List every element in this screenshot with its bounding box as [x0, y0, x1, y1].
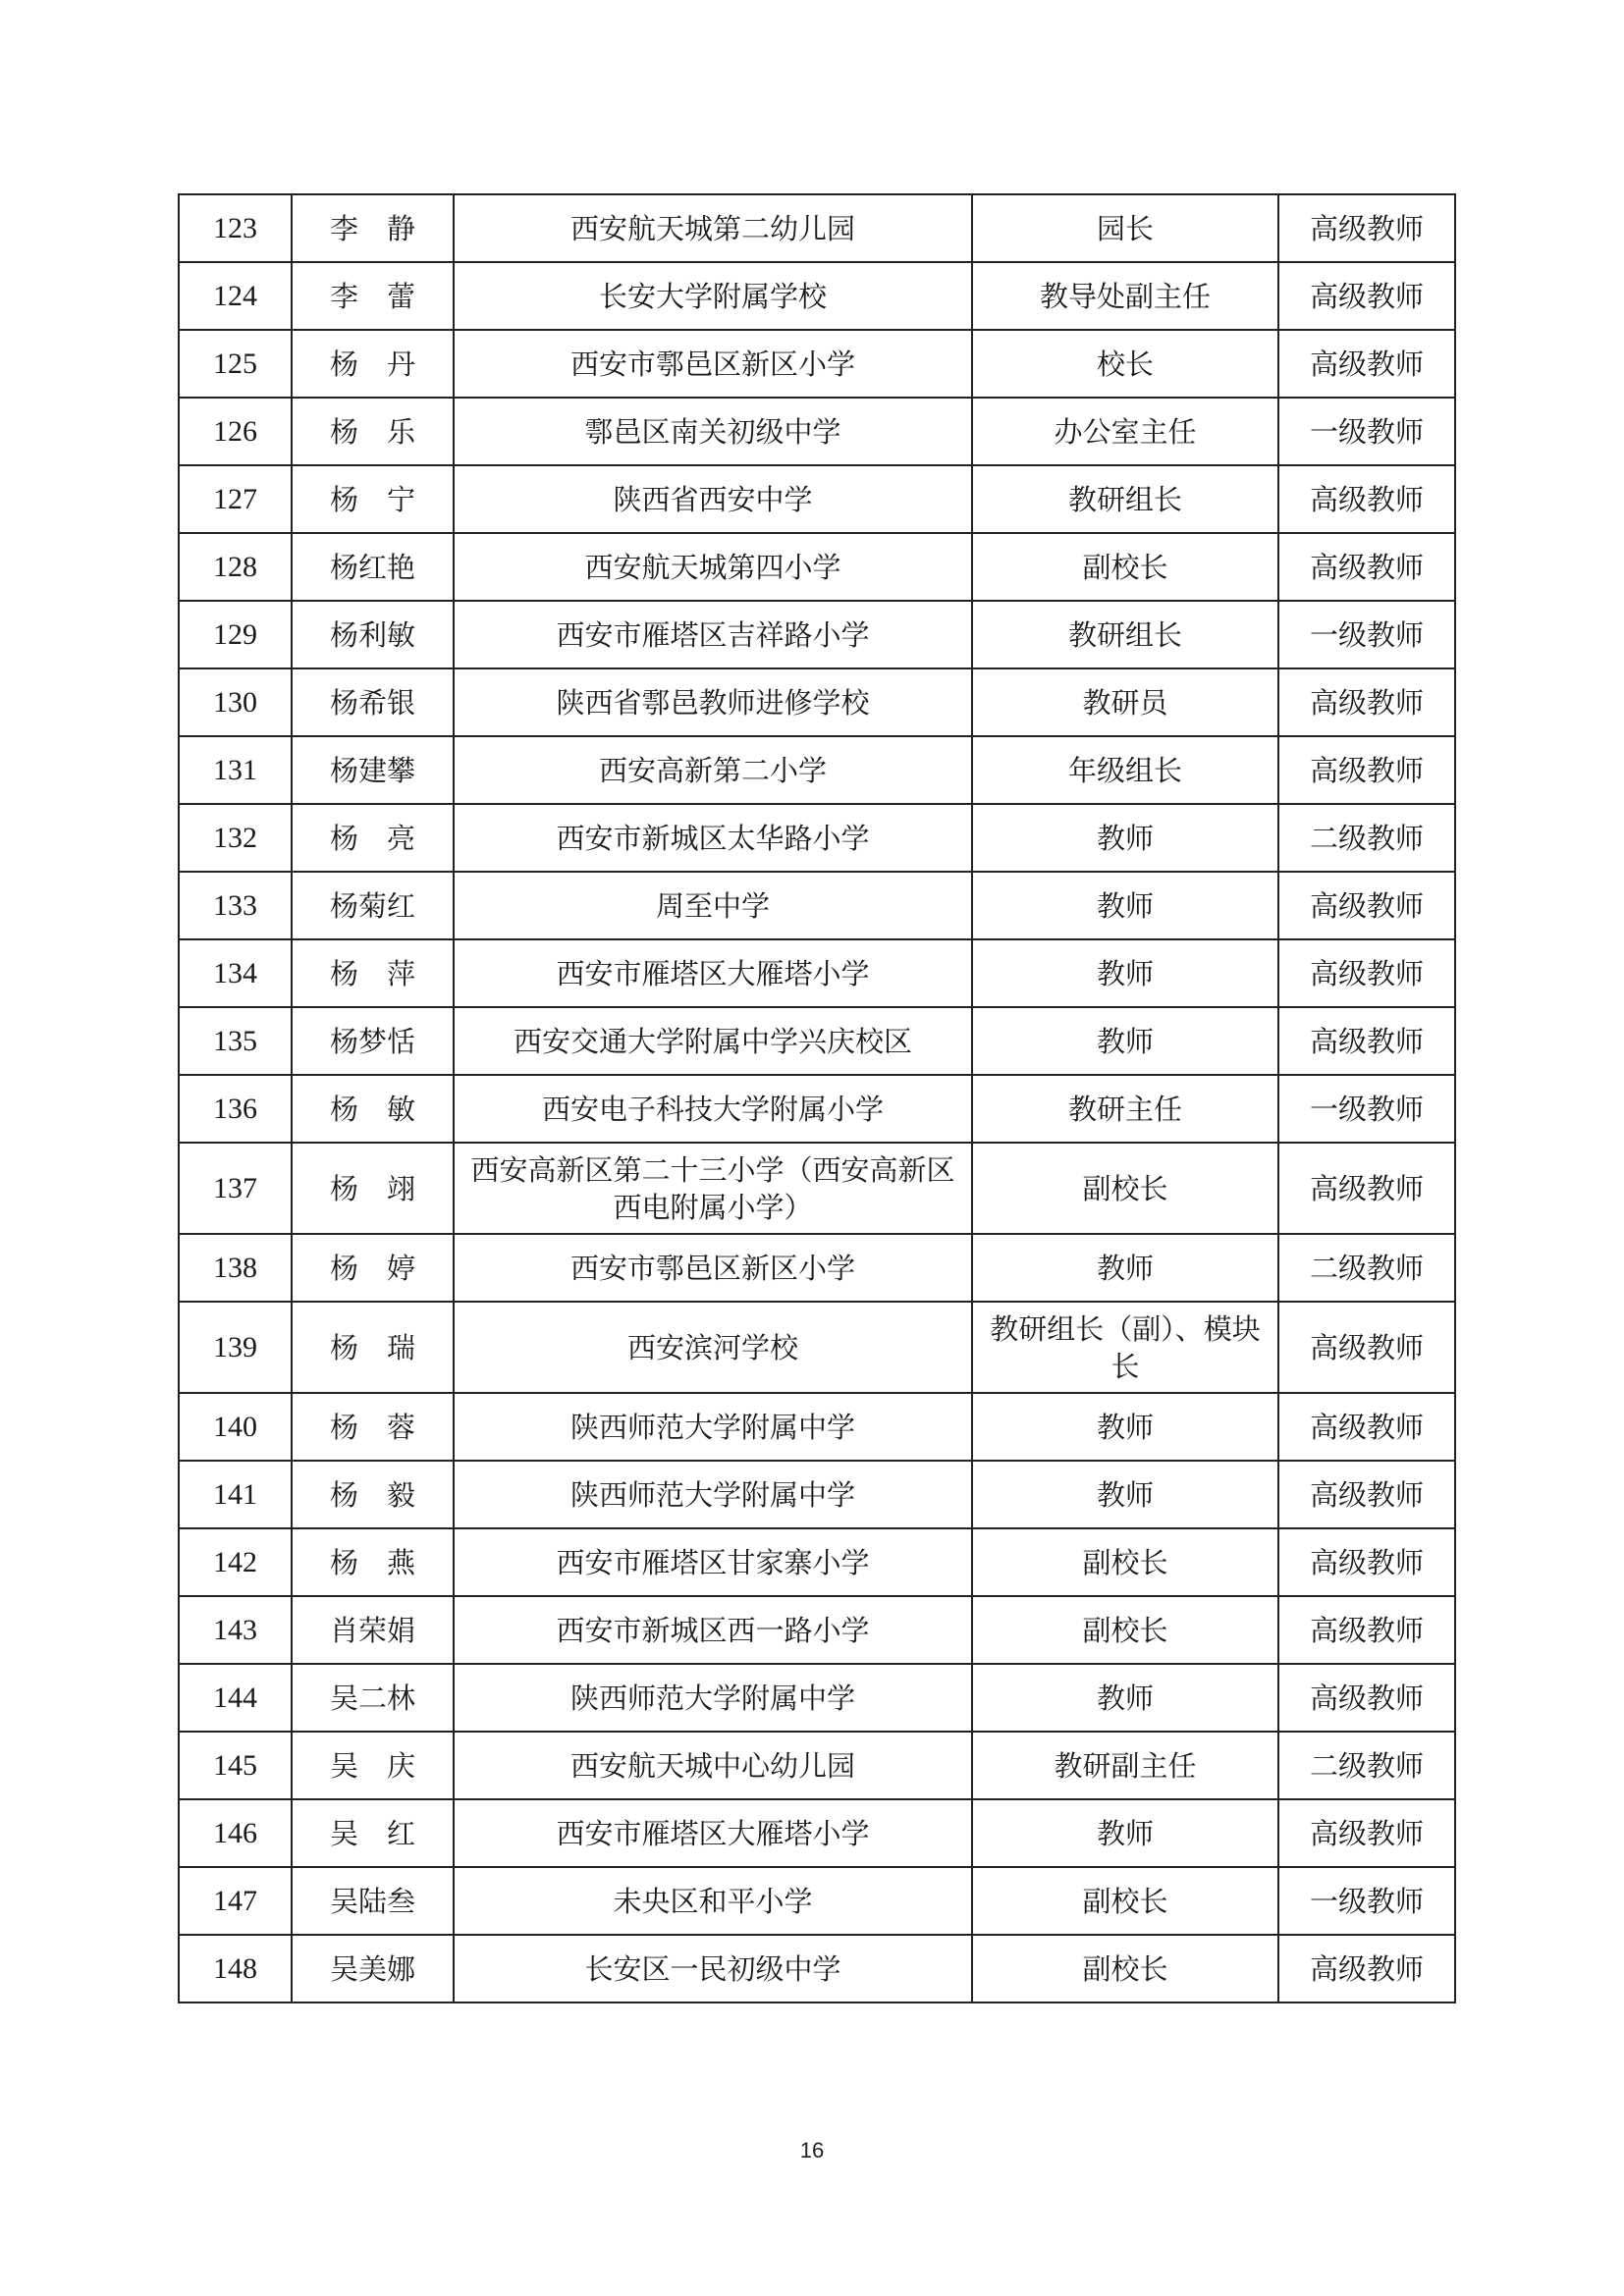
cell-number: 145: [179, 1732, 292, 1799]
cell-school: 西安市雁塔区大雁塔小学: [454, 1799, 972, 1867]
cell-number: 144: [179, 1664, 292, 1732]
cell-school: 陕西省鄠邑教师进修学校: [454, 668, 972, 736]
cell-school: 未央区和平小学: [454, 1867, 972, 1935]
cell-name: 肖荣娟: [292, 1596, 454, 1664]
cell-title: 一级教师: [1278, 601, 1455, 668]
cell-name: 杨 亮: [292, 804, 454, 872]
cell-school: 陕西省西安中学: [454, 465, 972, 533]
cell-position: 园长: [972, 194, 1278, 262]
cell-name: 吴陆叁: [292, 1867, 454, 1935]
cell-position: 副校长: [972, 533, 1278, 601]
cell-number: 133: [179, 872, 292, 939]
page-number: 16: [799, 2138, 825, 2163]
table-row: [179, 533, 1455, 601]
cell-position: 教师: [972, 1234, 1278, 1302]
table-row: [179, 1234, 1455, 1302]
cell-number: 136: [179, 1075, 292, 1143]
cell-number: 135: [179, 1007, 292, 1075]
cell-position: 教师: [972, 939, 1278, 1007]
cell-school: 西安市雁塔区甘家寨小学: [454, 1528, 972, 1596]
cell-title: 高级教师: [1278, 1461, 1455, 1528]
table-row: [179, 1799, 1455, 1867]
cell-name: 李 蕾: [292, 262, 454, 330]
cell-position: 教师: [972, 1461, 1278, 1528]
cell-title: 高级教师: [1278, 262, 1455, 330]
cell-school: 西安市新城区西一路小学: [454, 1596, 972, 1664]
cell-school: 鄠邑区南关初级中学: [454, 398, 972, 465]
cell-school: 周至中学: [454, 872, 972, 939]
cell-position: 副校长: [972, 1935, 1278, 2002]
cell-number: 129: [179, 601, 292, 668]
cell-name: 杨 乐: [292, 398, 454, 465]
table-row: [179, 1007, 1455, 1075]
cell-title: 高级教师: [1278, 1596, 1455, 1664]
table-row: [179, 194, 1455, 262]
cell-name: 吴 红: [292, 1799, 454, 1867]
cell-title: 二级教师: [1278, 1732, 1455, 1799]
table-row: [179, 1935, 1455, 2002]
cell-school: 陕西师范大学附属中学: [454, 1461, 972, 1528]
cell-name: 杨红艳: [292, 533, 454, 601]
cell-school: 西安交通大学附属中学兴庆校区: [454, 1007, 972, 1075]
cell-number: 125: [179, 330, 292, 398]
cell-title: 高级教师: [1278, 1302, 1455, 1393]
cell-name: 杨梦恬: [292, 1007, 454, 1075]
cell-position: 副校长: [972, 1143, 1278, 1234]
cell-title: 高级教师: [1278, 1143, 1455, 1234]
cell-position: 教研组长（副）、模块长: [972, 1302, 1278, 1393]
cell-title: 高级教师: [1278, 1007, 1455, 1075]
cell-school: 西安高新第二小学: [454, 736, 972, 804]
cell-number: 123: [179, 194, 292, 262]
cell-position: 教研组长: [972, 465, 1278, 533]
cell-position: 教师: [972, 1007, 1278, 1075]
cell-school: 西安市雁塔区吉祥路小学: [454, 601, 972, 668]
table-row: [179, 1528, 1455, 1596]
cell-number: 132: [179, 804, 292, 872]
cell-number: 139: [179, 1302, 292, 1393]
cell-position: 教师: [972, 1799, 1278, 1867]
table-row: [179, 1867, 1455, 1935]
cell-school: 陕西师范大学附属中学: [454, 1664, 972, 1732]
cell-position: 教师: [972, 1393, 1278, 1461]
table-row: [179, 668, 1455, 736]
cell-name: 杨希银: [292, 668, 454, 736]
cell-title: 高级教师: [1278, 872, 1455, 939]
cell-title: 高级教师: [1278, 465, 1455, 533]
table-row: [179, 1732, 1455, 1799]
cell-number: 137: [179, 1143, 292, 1234]
cell-title: 二级教师: [1278, 804, 1455, 872]
cell-number: 130: [179, 668, 292, 736]
cell-school: 西安电子科技大学附属小学: [454, 1075, 972, 1143]
cell-name: 吴 庆: [292, 1732, 454, 1799]
cell-name: 李 静: [292, 194, 454, 262]
cell-position: 年级组长: [972, 736, 1278, 804]
table-row: [179, 1461, 1455, 1528]
cell-school: 西安市雁塔区大雁塔小学: [454, 939, 972, 1007]
cell-position: 副校长: [972, 1596, 1278, 1664]
teacher-roster-table: [178, 193, 1456, 2003]
cell-school: 长安区一民初级中学: [454, 1935, 972, 2002]
cell-number: 148: [179, 1935, 292, 2002]
cell-school: 陕西师范大学附属中学: [454, 1393, 972, 1461]
cell-name: 杨菊红: [292, 872, 454, 939]
cell-name: 杨 毅: [292, 1461, 454, 1528]
cell-number: 141: [179, 1461, 292, 1528]
table-row: [179, 465, 1455, 533]
cell-name: 杨建攀: [292, 736, 454, 804]
cell-name: 杨 婷: [292, 1234, 454, 1302]
cell-number: 128: [179, 533, 292, 601]
table-row: [179, 330, 1455, 398]
cell-number: 143: [179, 1596, 292, 1664]
cell-title: 高级教师: [1278, 1799, 1455, 1867]
table-row: [179, 398, 1455, 465]
table-row: [179, 872, 1455, 939]
cell-title: 二级教师: [1278, 1234, 1455, 1302]
cell-number: 146: [179, 1799, 292, 1867]
cell-name: 杨 燕: [292, 1528, 454, 1596]
cell-school: 西安航天城中心幼儿园: [454, 1732, 972, 1799]
cell-number: 138: [179, 1234, 292, 1302]
cell-number: 126: [179, 398, 292, 465]
cell-position: 办公室主任: [972, 398, 1278, 465]
cell-title: 一级教师: [1278, 1075, 1455, 1143]
table-row: [179, 1664, 1455, 1732]
cell-name: 杨 敏: [292, 1075, 454, 1143]
table-row: [179, 1596, 1455, 1664]
cell-school: 西安市新城区太华路小学: [454, 804, 972, 872]
cell-school: 西安滨河学校: [454, 1302, 972, 1393]
cell-title: 一级教师: [1278, 1867, 1455, 1935]
table-row: [179, 1075, 1455, 1143]
cell-number: 131: [179, 736, 292, 804]
cell-position: 教研组长: [972, 601, 1278, 668]
cell-position: 教师: [972, 1664, 1278, 1732]
cell-position: 教研主任: [972, 1075, 1278, 1143]
cell-number: 140: [179, 1393, 292, 1461]
cell-position: 校长: [972, 330, 1278, 398]
cell-title: 高级教师: [1278, 330, 1455, 398]
table-row: [179, 1393, 1455, 1461]
cell-school: 西安高新区第二十三小学（西安高新区西电附属小学）: [454, 1143, 972, 1234]
table-row: [179, 262, 1455, 330]
cell-name: 杨 萍: [292, 939, 454, 1007]
cell-name: 杨 翊: [292, 1143, 454, 1234]
cell-title: 高级教师: [1278, 194, 1455, 262]
table-row: [179, 601, 1455, 668]
table-row: [179, 736, 1455, 804]
cell-position: 教研副主任: [972, 1732, 1278, 1799]
cell-name: 吴二林: [292, 1664, 454, 1732]
cell-title: 高级教师: [1278, 668, 1455, 736]
cell-title: 高级教师: [1278, 1664, 1455, 1732]
cell-title: 高级教师: [1278, 736, 1455, 804]
cell-name: 杨利敏: [292, 601, 454, 668]
cell-school: 西安航天城第二幼儿园: [454, 194, 972, 262]
cell-number: 134: [179, 939, 292, 1007]
roster-body: [179, 194, 1455, 2002]
cell-title: 高级教师: [1278, 1393, 1455, 1461]
cell-school: 西安市鄠邑区新区小学: [454, 1234, 972, 1302]
cell-title: 高级教师: [1278, 1935, 1455, 2002]
cell-position: 教导处副主任: [972, 262, 1278, 330]
table-row: [179, 1302, 1455, 1393]
cell-position: 教师: [972, 872, 1278, 939]
cell-number: 124: [179, 262, 292, 330]
cell-name: 杨 蓉: [292, 1393, 454, 1461]
cell-number: 127: [179, 465, 292, 533]
cell-position: 教师: [972, 804, 1278, 872]
cell-school: 西安航天城第四小学: [454, 533, 972, 601]
table-row: [179, 804, 1455, 872]
cell-school: 西安市鄠邑区新区小学: [454, 330, 972, 398]
cell-name: 杨 宁: [292, 465, 454, 533]
cell-title: 一级教师: [1278, 398, 1455, 465]
cell-number: 142: [179, 1528, 292, 1596]
table-row: [179, 1143, 1455, 1234]
cell-title: 高级教师: [1278, 1528, 1455, 1596]
cell-number: 147: [179, 1867, 292, 1935]
cell-school: 长安大学附属学校: [454, 262, 972, 330]
cell-name: 吴美娜: [292, 1935, 454, 2002]
cell-position: 副校长: [972, 1867, 1278, 1935]
cell-position: 教研员: [972, 668, 1278, 736]
cell-title: 高级教师: [1278, 533, 1455, 601]
cell-position: 副校长: [972, 1528, 1278, 1596]
cell-name: 杨 瑞: [292, 1302, 454, 1393]
cell-name: 杨 丹: [292, 330, 454, 398]
cell-title: 高级教师: [1278, 939, 1455, 1007]
table-row: [179, 939, 1455, 1007]
